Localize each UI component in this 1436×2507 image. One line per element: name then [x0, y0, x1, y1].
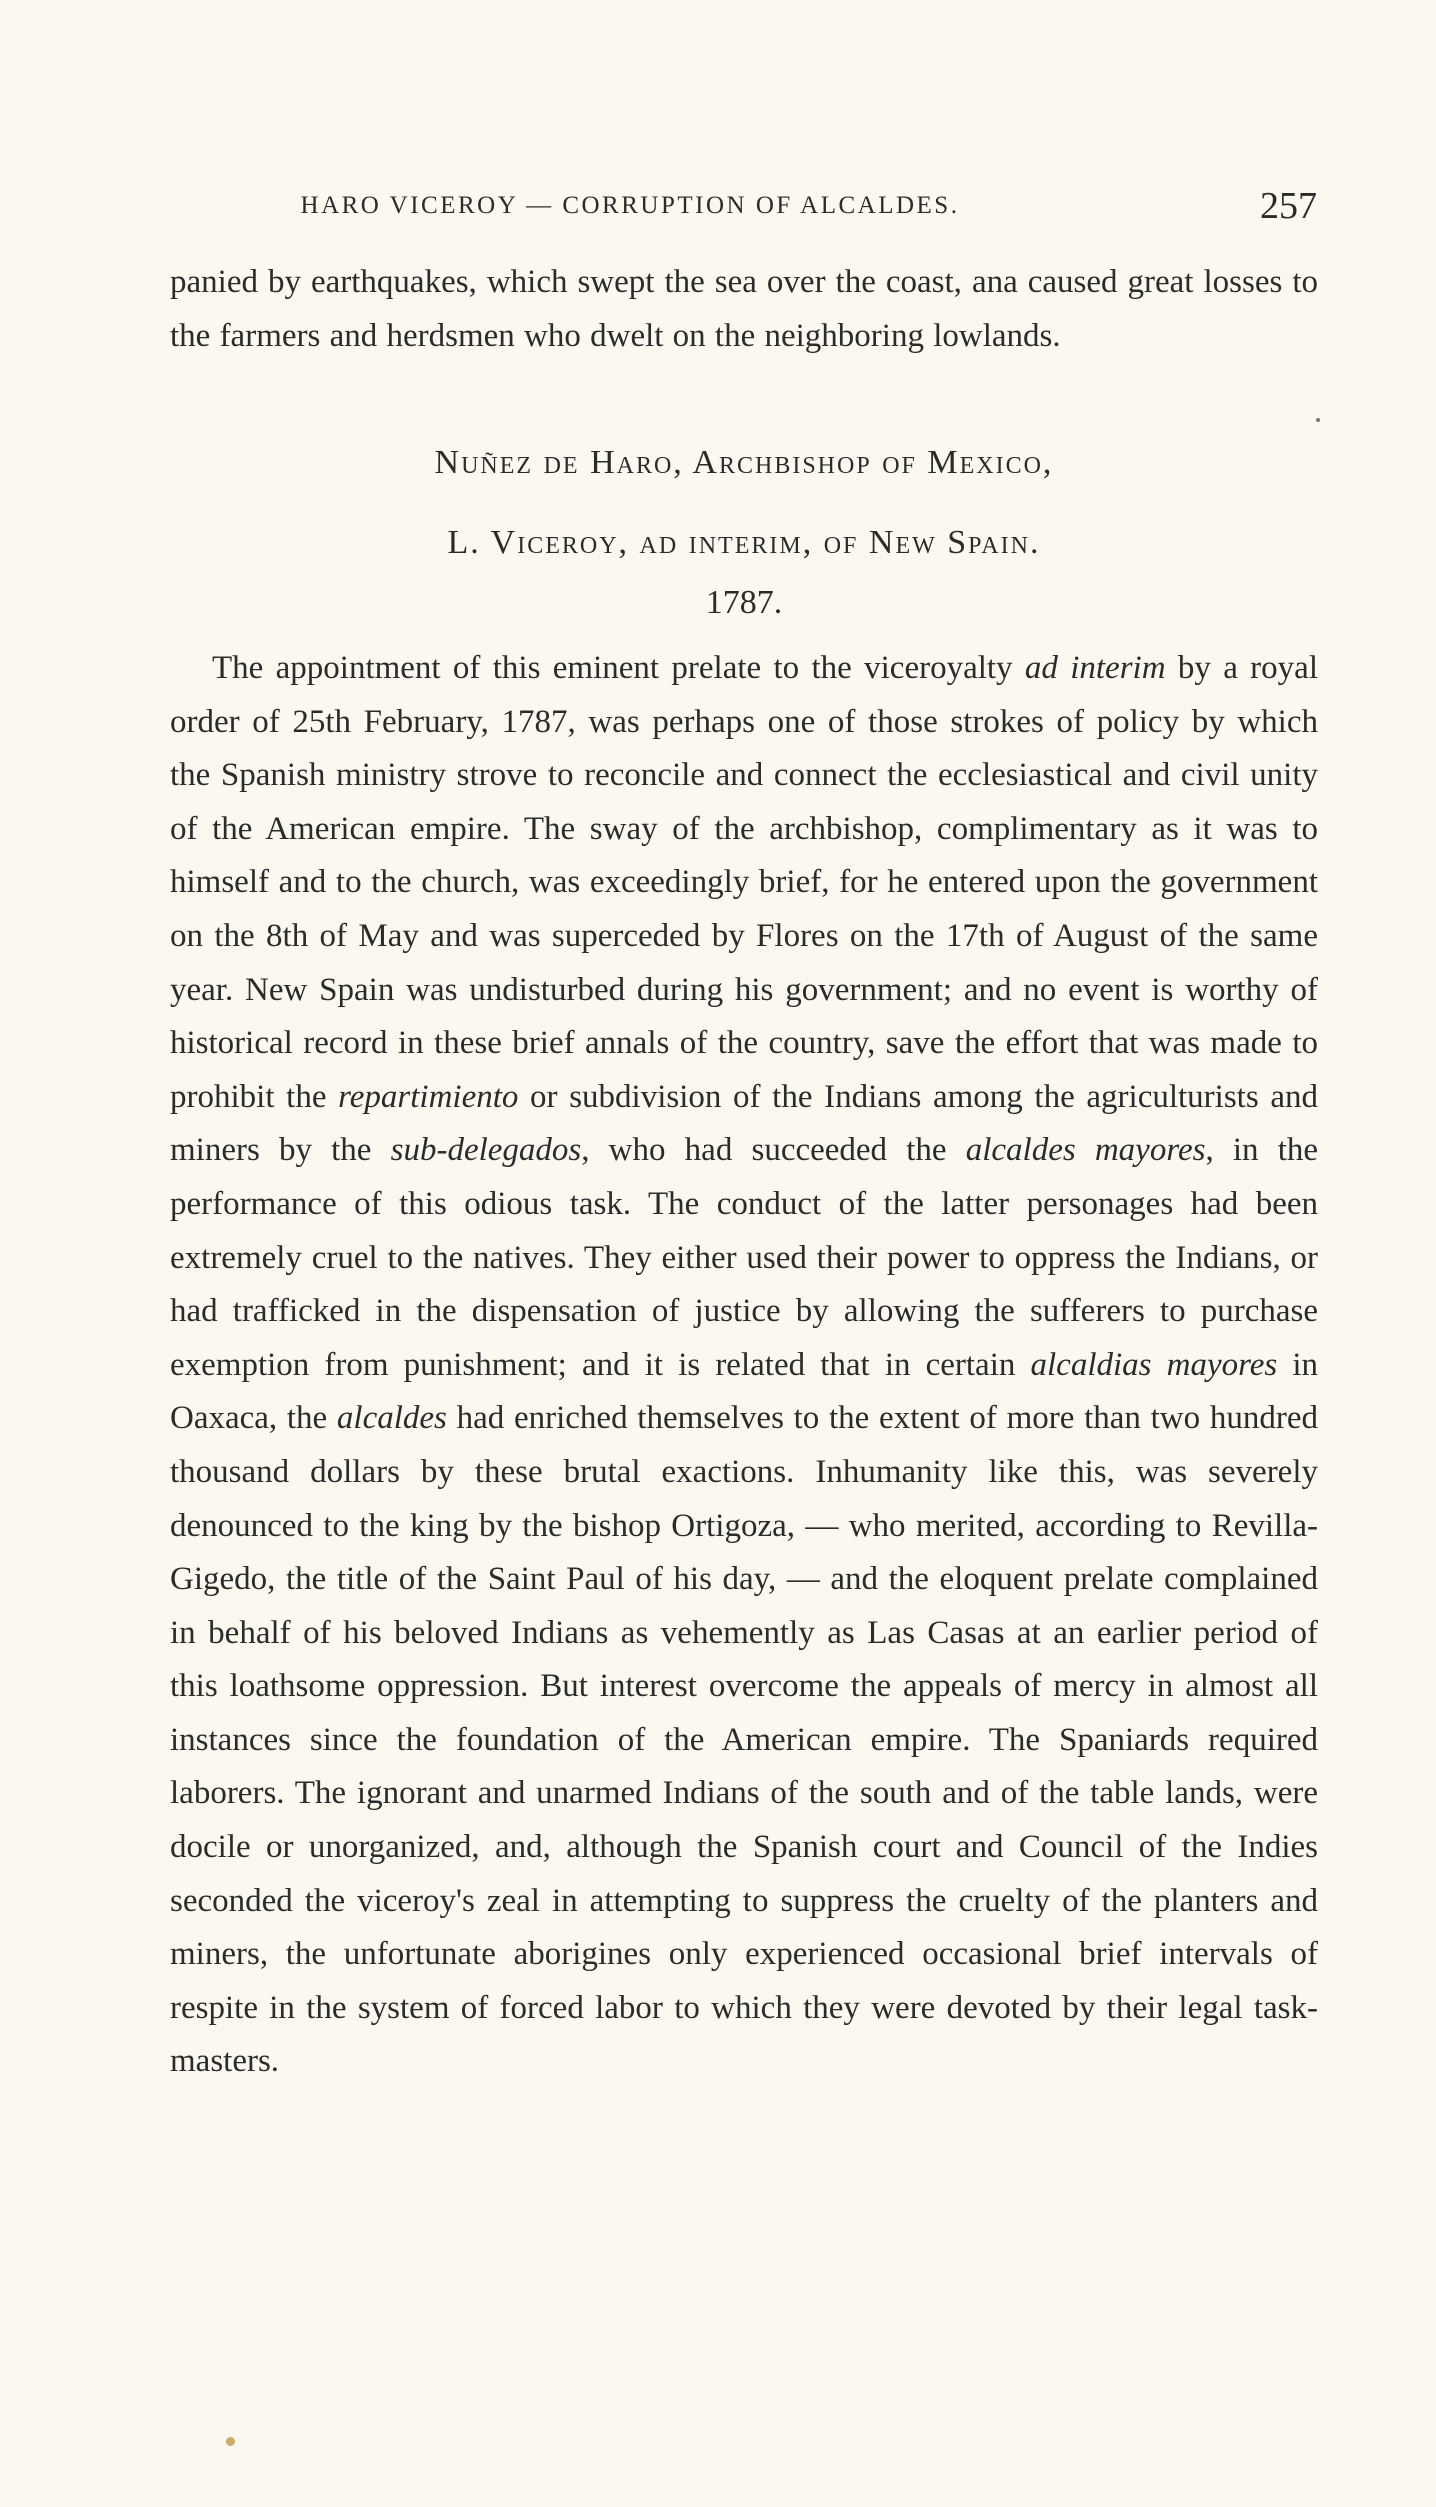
intro-paragraph: panied by earthquakes, which swept the sea over the coast, ana caused great losses to the farmers and herdsmen who dwelt on the neighboring lowlands.	[170, 264, 1318, 354]
body-text-1: The appointment of this eminent prelate to the viceroyalty	[212, 650, 1025, 686]
section-year: 1787.	[705, 584, 783, 621]
italic-alcaldias-mayores: alcaldias mayores	[1030, 1346, 1278, 1383]
ink-speck	[1316, 418, 1320, 422]
body-text-5: , in the performance of this odious task. The conduct of the latter personages had been extremely cruel to the natives. They either used their power to oppress the Indians, or had trafficked in the dispensation of justice by allowing the sufferers to purchase exemption from punishment; and it is related that in certain	[170, 1132, 1319, 1383]
running-header	[0, 184, 1436, 234]
italic-sub-delegados: sub-delegados	[390, 1132, 582, 1169]
italic-alcaldes-mayores: alcaldes mayores	[965, 1132, 1206, 1169]
page-number: 257	[1260, 185, 1317, 227]
section-heading-line-1: Nuñez de Haro, Archbishop of Mexico,	[434, 444, 1054, 481]
section-heading-line-2: L. Viceroy, ad interim, of New Spain.	[447, 524, 1041, 561]
body-text-2: by a royal order of 25th February, 1787, was perhaps one of those strokes of policy by which the Spanish ministry strove to reconcile and connect the ecclesiastical and civil unity of the American empire. The sway of the archbishop, complimentary as it was to himself and to the church, was exceedingly brief, for he entered upon the government on the 8th of May and was superceded by Flores on the 17th of August of the same year. New Spain was undisturbed during his government; and no event is worthy of historical record in these brief annals of the country, save the effort that was made to prohibit the	[170, 650, 1318, 1115]
body-text-4: , who had succeeded the	[581, 1132, 966, 1169]
body-text-7: had enriched themselves to the extent of more than two hundred thousand dollars by these brutal exactions. Inhumanity like this, was severely denounced to the king by the bishop Ortigoza, — who merited, according to Revilla-Gigedo, the title of the Saint Paul of his day, — and the eloquent prelate complained in behalf of his beloved Indians as vehemently as Las Casas at an earlier period of this loathsome oppression. But interest overcome the appeals of mercy in almost all instances since the foundation of the American empire. The Spaniards required laborers. The ignorant and unarmed Indians of the south and of the table lands, were docile or unorganized, and, although the Spanish court and Council of the Indies seconded the viceroy's zeal in attempting to suppress the cruelty of the planters and miners, the unfortunate aborigines only experienced occasional brief intervals of respite in the system of forced labor to which they were devoted by their legal task-masters.	[170, 1400, 1318, 2080]
running-title: HARO VICEROY — CORRUPTION OF ALCALDES.	[300, 192, 960, 219]
body-text-6: in Oaxaca, the	[170, 1346, 1318, 1437]
body-text-3: or subdivision of the Indians among the agriculturists and miners by the	[170, 1078, 1318, 1169]
italic-ad-interim: ad interim	[1024, 650, 1166, 686]
italic-repartimiento: repartimiento	[338, 1078, 519, 1115]
body-paragraph	[170, 642, 1318, 2089]
page-mark	[226, 2437, 235, 2446]
italic-alcaldes: alcaldes	[336, 1400, 447, 1437]
